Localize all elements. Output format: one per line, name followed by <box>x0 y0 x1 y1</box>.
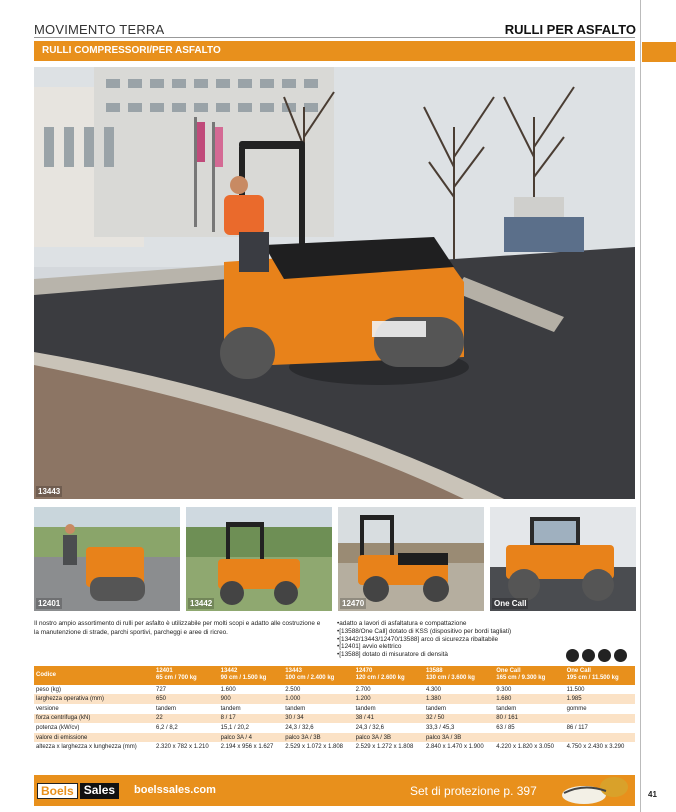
table-cell <box>565 733 635 743</box>
thumbnail-label: 12401 <box>38 599 61 608</box>
thumbnail-12401 <box>34 507 180 611</box>
glasses-icon <box>598 649 611 662</box>
safety-gear-icon <box>554 775 635 806</box>
row-label: peso (kg) <box>36 686 62 693</box>
thumbnail-label: One Call <box>494 599 527 608</box>
thumbnail-label: 12470 <box>342 599 365 608</box>
table-cell: tandem <box>285 705 306 712</box>
table-cell: 2.194 x 956 x 1.627 <box>220 744 274 751</box>
logo-part-boels: Boels <box>37 783 78 799</box>
header-cell: 12401 65 cm / 700 kg <box>154 666 219 685</box>
table-cell: tandem <box>220 705 241 712</box>
table-cell: 2.529 x 1.072 x 1.808 <box>285 744 343 751</box>
logo-part-sales: Sales <box>80 783 119 799</box>
thumbnail-12470 <box>338 507 484 611</box>
table-cell: tandem <box>156 705 177 712</box>
feature-item: • [13442/13443/12470/13588] arco di sicurezza ribaltabile <box>337 636 577 644</box>
table-cell: 4.750 x 2.430 x 3.290 <box>566 744 625 751</box>
table-cell: 1.380 <box>424 694 494 704</box>
table-cell <box>494 733 564 743</box>
table-cell: 30 / 34 <box>283 714 353 724</box>
row-label: larghezza operativa (mm) <box>34 694 154 704</box>
table-cell: 22 <box>154 714 219 724</box>
feature-item: • [13588] dotato di misuratore di densità <box>337 651 577 659</box>
protection-set-reference: Set di protezione p. 397 <box>410 784 537 798</box>
table-cell: 4.300 <box>425 686 441 693</box>
table-cell: 1.600 <box>220 686 236 693</box>
header-cell: 13442 90 cm / 1.500 kg <box>219 666 284 685</box>
table-cell: palco 3A / 4 <box>219 733 284 743</box>
table-cell: 2.320 x 782 x 1.210 <box>156 744 209 751</box>
table-cell: gomme <box>566 705 587 712</box>
table-row <box>34 704 635 714</box>
row-label: altezza x larghezza x lunghezza (mm) <box>36 744 137 751</box>
footer-bar <box>34 775 635 806</box>
table-cell: 2.840 x 1.470 x 1.900 <box>425 744 484 751</box>
table-cell <box>154 733 219 743</box>
product-description: Il nostro ampio assortimento di rulli per asfalto è utilizzabile per molti scopi e adatto alle costruzione e la manutenzione di strade, parchi sportivi, parcheggi e aree di ricreo. <box>34 620 321 636</box>
table-row <box>34 714 635 724</box>
table-cell: 650 <box>154 694 219 704</box>
row-label: versione <box>36 705 59 712</box>
table-cell <box>565 714 635 724</box>
table-cell: 9.300 <box>496 686 512 693</box>
helmet-icon <box>566 649 579 662</box>
safety-icons <box>566 649 627 662</box>
table-cell: 33,3 / 45,3 <box>425 724 455 731</box>
table-cell: 900 <box>219 694 284 704</box>
table-row <box>34 685 635 695</box>
subsection-title: RULLI COMPRESSORI/PER ASFALTO <box>42 45 221 56</box>
table-cell: 1.985 <box>565 694 635 704</box>
page-number: 41 <box>648 790 657 799</box>
table-cell: palco 3A / 3B <box>283 733 353 743</box>
header-cell: Codice <box>34 666 154 685</box>
table-cell: 2.500 <box>285 686 301 693</box>
table-cell: 1.200 <box>354 694 424 704</box>
table-cell: 11.500 <box>566 686 585 693</box>
table-cell: 1.000 <box>283 694 353 704</box>
thumbnail-label: 13442 <box>190 599 213 608</box>
page-edge-line <box>640 0 641 812</box>
table-row <box>34 694 635 704</box>
table-header-row <box>34 666 635 685</box>
header-cell: One Call 165 cm / 9.300 kg <box>494 666 564 685</box>
header-cell: 13443 100 cm / 2.400 kg <box>283 666 353 685</box>
thumbnail-13442 <box>186 507 332 611</box>
row-label: potenza (kW/cv) <box>36 724 80 731</box>
table-cell: 80 / 161 <box>494 714 564 724</box>
table-row <box>34 733 635 743</box>
table-cell: 32 / 50 <box>424 714 494 724</box>
row-label: valore di emissione <box>34 733 154 743</box>
table-row <box>34 723 635 733</box>
table-cell: 86 / 117 <box>566 724 588 731</box>
feature-item: • adatto a lavori di asfaltatura e compattazione <box>337 620 577 628</box>
header-cell: 13588 130 cm / 3.600 kg <box>424 666 494 685</box>
ear-protection-icon <box>582 649 595 662</box>
table-cell: 6,2 / 8,2 <box>156 724 178 731</box>
table-cell: 2.700 <box>355 686 371 693</box>
table-cell: palco 3A / 3B <box>354 733 424 743</box>
boels-sales-logo <box>37 783 119 799</box>
main-photo-label: 13443 <box>38 487 61 496</box>
main-photo <box>34 67 635 499</box>
side-tab-marker <box>642 42 676 62</box>
table-cell: 727 <box>156 686 167 693</box>
website-link[interactable]: boelssales.com <box>134 784 216 796</box>
feature-item: • [13588/One Call] dotato di KSS (dispositivo per bordi tagliati) <box>337 628 577 636</box>
table-cell: 2.529 x 1.272 x 1.808 <box>355 744 414 751</box>
table-cell: tandem <box>425 705 446 712</box>
spec-table <box>34 666 635 752</box>
table-cell: palco 3A / 3B <box>424 733 494 743</box>
table-cell: 15,1 / 20,2 <box>220 724 249 731</box>
table-row <box>34 742 635 752</box>
table-cell: 24,3 / 32,6 <box>355 724 384 731</box>
row-label: forza centrifuga (kN) <box>34 714 154 724</box>
section-title: RULLI PER ASFALTO <box>504 22 636 37</box>
header-cell: 12470 120 cm / 2.600 kg <box>354 666 424 685</box>
table-cell: 1.680 <box>494 694 564 704</box>
table-cell: 4.220 x 1.820 x 3.050 <box>496 744 554 751</box>
header-cell: One Call 195 cm / 11.500 kg <box>565 666 635 685</box>
table-cell: 38 / 41 <box>354 714 424 724</box>
table-cell: 8 / 17 <box>219 714 284 724</box>
feature-item: • [12401] avvio elettrico <box>337 643 577 651</box>
table-cell: tandem <box>355 705 376 712</box>
category-title: MOVIMENTO TERRA <box>34 22 165 37</box>
table-cell: tandem <box>496 705 517 712</box>
table-cell: 63 / 85 <box>496 724 515 731</box>
gloves-icon <box>614 649 627 662</box>
thumbnail-one-call <box>490 507 636 611</box>
feature-list <box>337 620 577 659</box>
subsection-bar <box>34 41 635 61</box>
header-divider <box>34 37 635 38</box>
table-cell: 24,3 / 32,6 <box>285 724 314 731</box>
